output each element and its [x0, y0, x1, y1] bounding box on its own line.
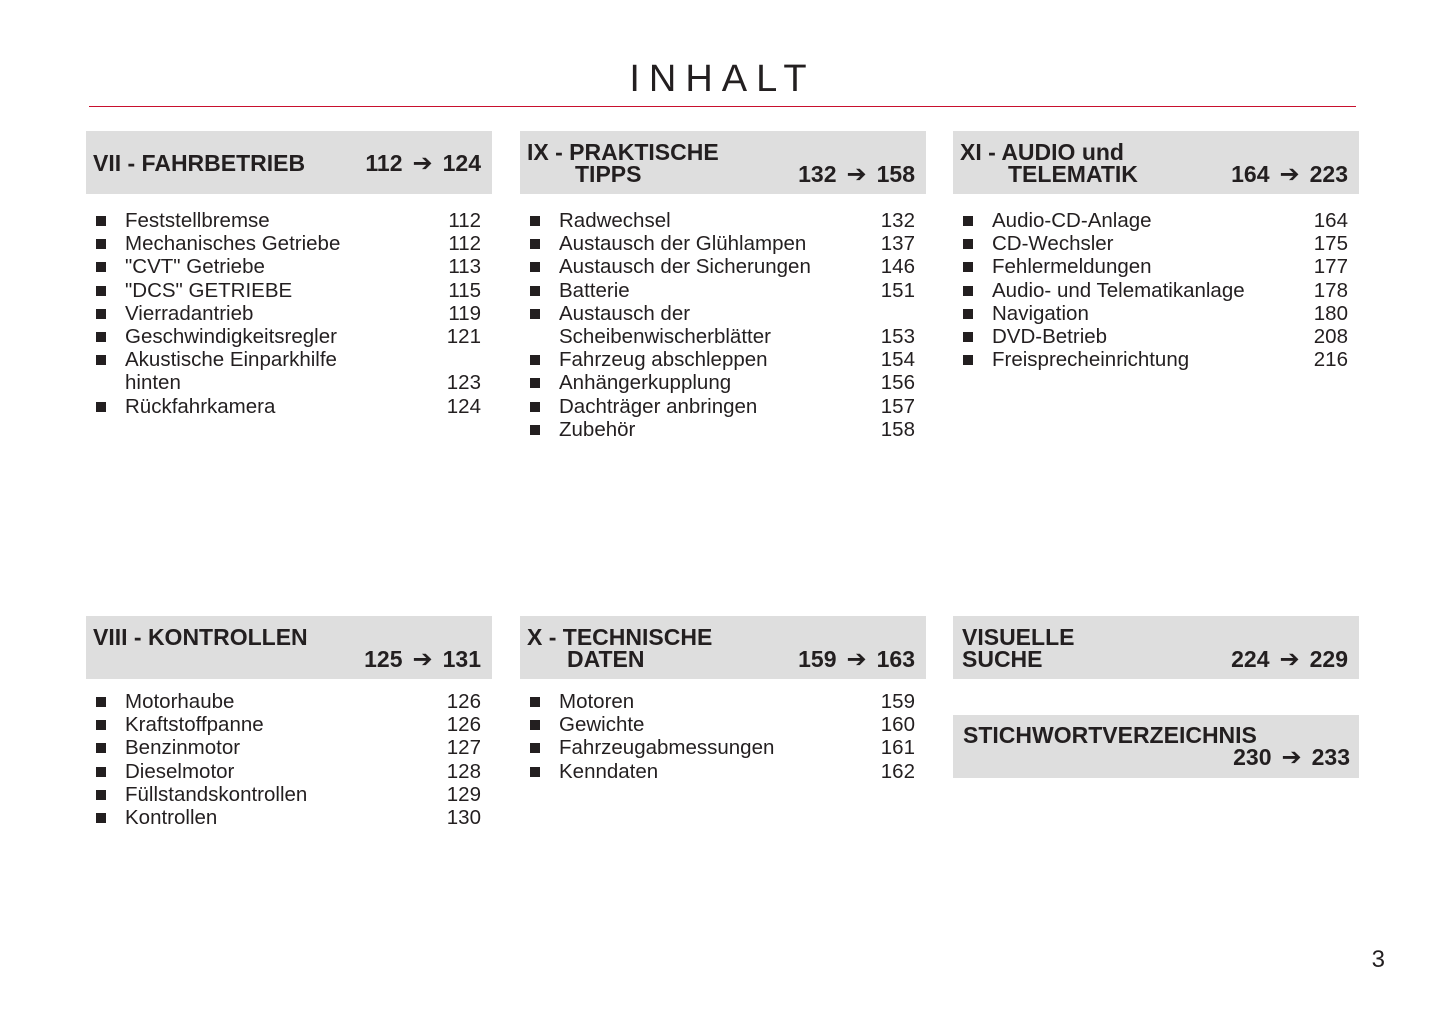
- entry-page: 164: [1313, 209, 1348, 232]
- entry-page: 132: [880, 209, 915, 232]
- bullet-square-icon: [963, 216, 973, 226]
- entry-label: Gewichte: [559, 713, 645, 737]
- list-item[interactable]: [953, 348, 1359, 371]
- entry-page: 158: [880, 417, 915, 441]
- entry-page: 113: [448, 255, 481, 279]
- section-header[interactable]: [86, 616, 492, 679]
- entry-label: Navigation: [992, 301, 1089, 325]
- section-title: IX - PRAKTISCHE: [527, 139, 719, 165]
- list-item[interactable]: [520, 371, 926, 394]
- list-item[interactable]: [520, 736, 926, 759]
- entry-page: 112: [448, 209, 481, 232]
- page-range: [1231, 646, 1348, 673]
- entry-label: Rückfahrkamera: [125, 394, 276, 418]
- bullet-square-icon: [530, 309, 540, 319]
- range-from: 164: [1231, 161, 1270, 187]
- range-to: 229: [1309, 646, 1348, 672]
- section-header[interactable]: [953, 616, 1359, 679]
- range-from: 132: [798, 161, 837, 187]
- entry-page: 124: [446, 394, 481, 418]
- section-title: X - TECHNISCHE: [527, 624, 713, 650]
- list-item[interactable]: [86, 255, 492, 278]
- bullet-square-icon: [96, 286, 106, 296]
- entry-page: 127: [446, 736, 481, 760]
- list-item[interactable]: [520, 302, 926, 348]
- bullet-square-icon: [96, 262, 106, 272]
- entry-list: [953, 209, 1359, 371]
- entry-page: 157: [880, 394, 915, 418]
- toc-section-fahrbetrieb: [86, 131, 492, 418]
- list-item[interactable]: [86, 690, 492, 713]
- bullet-square-icon: [963, 286, 973, 296]
- bullet-square-icon: [96, 767, 106, 777]
- entry-label: CD-Wechsler: [992, 232, 1114, 256]
- entry-label: DVD-Betrieb: [992, 325, 1108, 349]
- bullet-square-icon: [96, 743, 106, 753]
- entry-label: Audio-CD-Anlage: [992, 209, 1152, 232]
- section-subtitle: DATEN: [567, 646, 645, 672]
- list-item[interactable]: [520, 713, 926, 736]
- entry-page: 130: [446, 806, 481, 830]
- section-header[interactable]: [953, 131, 1359, 194]
- entry-label: Anhängerkupplung: [559, 371, 732, 395]
- entry-page: 216: [1313, 348, 1348, 372]
- entry-label: Feststellbremse: [125, 209, 270, 232]
- bullet-square-icon: [530, 262, 540, 272]
- list-item[interactable]: [86, 806, 492, 829]
- entry-label: Radwechsel: [559, 209, 671, 232]
- range-from: 112: [365, 150, 403, 176]
- toc-section-technische-daten: [520, 616, 926, 783]
- section-header[interactable]: [520, 616, 926, 679]
- entry-page: 160: [880, 713, 915, 737]
- bullet-square-icon: [530, 216, 540, 226]
- section-subtitle: TIPPS: [575, 161, 642, 187]
- range-to: 163: [876, 646, 915, 672]
- bullet-square-icon: [530, 402, 540, 412]
- list-item[interactable]: [953, 302, 1359, 325]
- toc-section-visuelle-suche: [953, 616, 1359, 679]
- entry-label: Motoren: [559, 690, 635, 713]
- entry-label: Audio- und Telematikanlage: [992, 278, 1245, 302]
- entry-page: 154: [880, 348, 915, 372]
- bullet-square-icon: [96, 216, 106, 226]
- entry-label: Motorhaube: [125, 690, 235, 713]
- section-header[interactable]: [86, 131, 492, 194]
- list-item[interactable]: [953, 209, 1359, 232]
- entry-label: Fehlermeldungen: [992, 255, 1152, 279]
- entry-page: 161: [880, 736, 915, 760]
- bullet-square-icon: [530, 743, 540, 753]
- range-to: 158: [876, 161, 915, 187]
- list-item[interactable]: [86, 713, 492, 736]
- entry-label: Dachträger anbringen: [559, 394, 758, 418]
- list-item[interactable]: [520, 232, 926, 255]
- bullet-square-icon: [530, 697, 540, 707]
- toc-section-stichwortverzeichnis: [953, 715, 1359, 778]
- list-item[interactable]: [520, 690, 926, 713]
- entry-page: 162: [880, 759, 915, 783]
- entry-page: 137: [880, 232, 915, 256]
- entry-label: Füllstandskontrollen: [125, 782, 308, 806]
- entry-label: Dieselmotor: [125, 759, 235, 783]
- entry-page: 177: [1313, 255, 1348, 279]
- bullet-square-icon: [96, 402, 106, 412]
- page-range: [364, 646, 481, 673]
- entry-label: Fahrzeug abschleppen: [559, 348, 768, 372]
- bullet-square-icon: [96, 720, 106, 730]
- bullet-square-icon: [96, 790, 106, 800]
- page-range: [798, 646, 915, 673]
- arrow-right-icon: ➔: [1279, 645, 1300, 673]
- range-to: 223: [1309, 161, 1348, 187]
- entry-page: 119: [448, 301, 481, 325]
- entry-label: Austausch der Glühlampen: [559, 232, 807, 256]
- page-range: [365, 150, 481, 177]
- entry-page: 128: [446, 759, 481, 783]
- entry-label: Benzinmotor: [125, 736, 241, 760]
- list-item[interactable]: [953, 232, 1359, 255]
- entry-page: 112: [448, 232, 481, 256]
- entry-page: 180: [1313, 301, 1348, 325]
- bullet-square-icon: [530, 239, 540, 249]
- list-item[interactable]: [953, 279, 1359, 302]
- entry-list: [86, 209, 492, 418]
- range-to: 124: [442, 150, 481, 176]
- toc-section-audio-telematik: [953, 131, 1359, 371]
- list-item[interactable]: [86, 232, 492, 255]
- entry-label: "DCS" GETRIEBE: [125, 278, 293, 302]
- list-item[interactable]: [520, 279, 926, 302]
- section-title: VII - FAHRBETRIEB: [93, 150, 306, 176]
- list-item[interactable]: [86, 783, 492, 806]
- entry-page: 208: [1313, 325, 1348, 349]
- list-item[interactable]: [86, 279, 492, 302]
- page-title: INHALT: [629, 58, 816, 100]
- list-item[interactable]: [86, 325, 492, 348]
- section-subtitle: TELEMATIK: [1008, 161, 1138, 187]
- range-from: 159: [798, 646, 837, 672]
- arrow-right-icon: ➔: [1281, 743, 1302, 771]
- entry-label: Fahrzeugabmessungen: [559, 736, 775, 760]
- range-from: 230: [1233, 744, 1272, 770]
- bullet-square-icon: [530, 425, 540, 435]
- entry-list: [520, 209, 926, 441]
- entry-page: 123: [446, 371, 481, 395]
- entry-page: 178: [1313, 278, 1348, 302]
- entry-label: Austausch der Sicherungen: [559, 255, 811, 279]
- list-item[interactable]: [86, 760, 492, 783]
- list-item[interactable]: [520, 255, 926, 278]
- list-item[interactable]: [520, 395, 926, 418]
- bullet-square-icon: [530, 355, 540, 365]
- arrow-right-icon: ➔: [1279, 160, 1300, 188]
- bullet-square-icon: [96, 309, 106, 319]
- entry-page: 159: [880, 690, 915, 713]
- bullet-square-icon: [963, 239, 973, 249]
- arrow-right-icon: ➔: [846, 645, 867, 673]
- page-range: [1233, 744, 1350, 771]
- page-number: 3: [1371, 946, 1385, 973]
- range-from: 224: [1231, 646, 1270, 672]
- bullet-square-icon: [530, 378, 540, 388]
- entry-label: Austausch der Scheibenwischerblätter: [559, 301, 771, 349]
- title-divider: [89, 106, 1356, 107]
- bullet-square-icon: [96, 813, 106, 823]
- entry-page: 129: [446, 782, 481, 806]
- entry-page: 175: [1313, 232, 1348, 256]
- entry-page: 126: [446, 713, 481, 737]
- entry-page: 121: [446, 325, 481, 349]
- range-to: 233: [1311, 744, 1350, 770]
- section-subtitle: SUCHE: [962, 646, 1043, 672]
- bullet-square-icon: [96, 239, 106, 249]
- bullet-square-icon: [96, 697, 106, 707]
- bullet-square-icon: [530, 720, 540, 730]
- entry-label: "CVT" Getriebe: [125, 255, 265, 279]
- page-range: [1231, 161, 1348, 188]
- list-item[interactable]: [520, 209, 926, 232]
- entry-page: 156: [880, 371, 915, 395]
- toc-section-kontrollen: [86, 616, 492, 829]
- entry-page: 151: [880, 278, 915, 302]
- bullet-square-icon: [963, 332, 973, 342]
- range-from: 125: [364, 646, 403, 672]
- page-range: [798, 161, 915, 188]
- list-item[interactable]: [86, 395, 492, 418]
- bullet-square-icon: [530, 767, 540, 777]
- toc-section-praktische-tipps: [520, 131, 926, 441]
- bullet-square-icon: [963, 355, 973, 365]
- bullet-square-icon: [96, 332, 106, 342]
- section-title: STICHWORTVERZEICHNIS: [963, 722, 1257, 748]
- bullet-square-icon: [963, 309, 973, 319]
- bullet-square-icon: [963, 262, 973, 272]
- entry-label: Freisprecheinrichtung: [992, 348, 1190, 372]
- entry-page: 126: [446, 690, 481, 713]
- entry-page: 153: [880, 325, 915, 349]
- range-to: 131: [442, 646, 481, 672]
- section-header[interactable]: [953, 715, 1359, 778]
- entry-label: Akustische Einparkhilfe hinten: [125, 348, 337, 395]
- list-item[interactable]: [520, 418, 926, 441]
- entry-label: Vierradantrieb: [125, 301, 254, 325]
- arrow-right-icon: ➔: [412, 645, 433, 673]
- entry-label: Mechanisches Getriebe: [125, 232, 341, 256]
- bullet-square-icon: [530, 286, 540, 296]
- section-title: VISUELLE: [962, 624, 1075, 650]
- list-item[interactable]: [86, 348, 492, 394]
- list-item[interactable]: [520, 348, 926, 371]
- entry-page: 115: [448, 278, 481, 302]
- section-title: XI - AUDIO und: [960, 139, 1124, 165]
- arrow-right-icon: ➔: [846, 160, 867, 188]
- entry-label: Zubehör: [559, 417, 636, 441]
- list-item[interactable]: [86, 736, 492, 759]
- section-title: VIII - KONTROLLEN: [93, 624, 308, 650]
- entry-label: Geschwindigkeitsregler: [125, 325, 337, 349]
- bullet-square-icon: [96, 355, 106, 365]
- entry-label: Kenndaten: [559, 759, 659, 783]
- entry-label: Kraftstoffpanne: [125, 713, 264, 737]
- entry-list: [520, 690, 926, 783]
- list-item[interactable]: [953, 255, 1359, 278]
- list-item[interactable]: [86, 209, 492, 232]
- entry-page: 146: [880, 255, 915, 279]
- entry-label: Kontrollen: [125, 806, 218, 830]
- entry-list: [86, 690, 492, 829]
- entry-label: Batterie: [559, 278, 630, 302]
- list-item[interactable]: [86, 302, 492, 325]
- arrow-right-icon: ➔: [412, 149, 433, 177]
- section-header[interactable]: [520, 131, 926, 194]
- list-item[interactable]: [520, 760, 926, 783]
- list-item[interactable]: [953, 325, 1359, 348]
